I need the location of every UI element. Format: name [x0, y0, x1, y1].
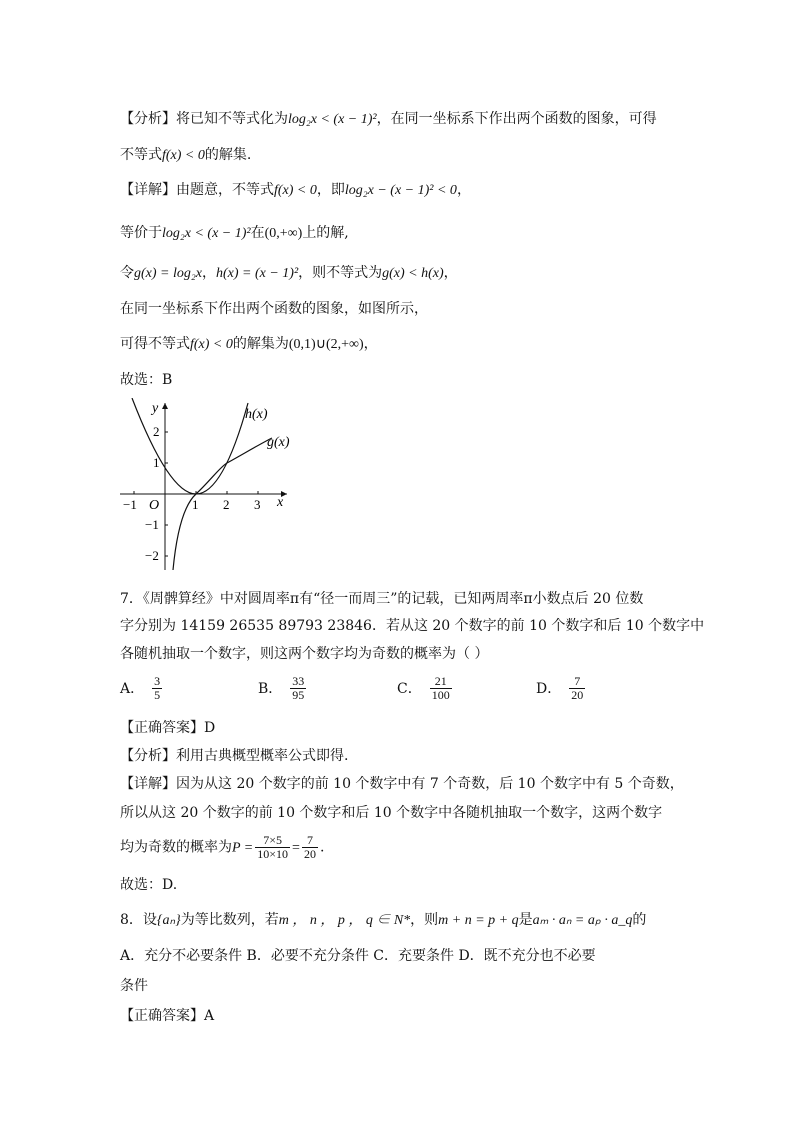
q7-stem-line3-text: 各随机抽取一个数字，则这两个数字均为奇数的概率为（ ） [120, 646, 489, 662]
q7-choose [120, 876, 177, 894]
q7-option-c-num: 21 [430, 675, 452, 689]
q7-option-b-label: B． [258, 680, 283, 697]
q6-let-inequality: g(x) < h(x) [382, 266, 444, 281]
q7-option-c-fraction [430, 675, 452, 702]
q8-options [120, 947, 596, 965]
q7-option-d-num: 7 [569, 675, 585, 689]
y-tick-label: 1 [153, 455, 160, 470]
q6-let-h: h(x) = (x − 1)² [215, 266, 299, 281]
q6-analysis-line2 [120, 146, 251, 165]
q6-let-end: ， [443, 265, 458, 281]
q8-options-wrap-text: 条件 [120, 978, 148, 994]
q7-option-d-den: 20 [571, 688, 584, 702]
g-curve-label: g(x) [267, 435, 290, 450]
q7-fraction-2-num: 7 [302, 834, 318, 848]
q7-detail3-lead: 均为奇数的概率为 [120, 839, 232, 856]
q7-option-a-label: A． [120, 680, 145, 697]
q6-solution-line [120, 335, 378, 354]
q8-vars: m ， n ， p ， q ∈ N* [278, 913, 411, 928]
x-tick-label: 3 [254, 497, 261, 512]
q8-conclusion: aₘ · aₙ = aₚ · a_q [532, 913, 633, 928]
q8-mid: 为等比数列，若 [180, 912, 279, 928]
q7-option-b-fraction [290, 675, 306, 702]
q6-equiv-inequality: log₂x < (x − 1)² [162, 226, 251, 241]
q6-analysis-line2a: 不等式 [120, 147, 162, 163]
q7-option-c [397, 675, 454, 702]
q8-options-wrap [120, 977, 148, 995]
q6-analysis-line2b: 的解集. [204, 147, 252, 163]
q7-stem-line3 [120, 645, 488, 663]
q7-option-d-fraction [569, 675, 585, 702]
q6-let-lead: 令 [120, 265, 134, 281]
q6-let-mid: ，则不等式为 [298, 265, 383, 281]
q7-equals: = [292, 840, 300, 856]
q8-mid2: ，则 [410, 912, 439, 928]
q7-stem-line1 [120, 590, 643, 608]
h-curve-label: h(x) [245, 407, 268, 422]
y-tick-label: −2 [145, 548, 159, 563]
q6-detail-lead: 【详解】由题意，不等式 [120, 182, 274, 198]
q6-graph-sentence-text: 在同一坐标系下作出两个函数的图象，如图所示， [120, 301, 428, 317]
q6-detail-end: ， [456, 182, 471, 198]
q8-answer-text: 【正确答案】A [120, 1008, 215, 1024]
q7-fraction-1-num: 7×5 [255, 834, 290, 848]
q8-options-text: A．充分不必要条件 B．必要不充分条件 C．充要条件 D．既不充分也不必要 [120, 948, 596, 964]
q7-detail-line2-text: 所以从这 20 个数字的前 10 个数字和后 10 个数字中各随机抽取一个数字，这两个数字 [120, 805, 663, 821]
q8-mid3: 是 [518, 912, 533, 928]
q7-option-d-label: D． [536, 680, 562, 697]
q7-analysis-text: 【分析】利用古典概型概率公式即得. [120, 748, 349, 764]
q7-fraction-1 [255, 834, 290, 861]
q7-stem-line1-text: 7．《周髀算经》中对圆周率π有“径一而周三”的记载，已知两周率π小数点后 20 位数 [120, 591, 644, 607]
q7-option-a-num: 3 [154, 674, 161, 688]
q6-detail-f: f(x) < 0 [274, 183, 317, 198]
q8-stem [120, 911, 646, 930]
q7-option-b-den: 95 [292, 688, 305, 702]
q7-stem-line2-text: 字分别为 14159 26535 89793 23846．若从这 20 个数字的前 10 个数字和后 10 个数字中 [120, 618, 705, 634]
q7-answer-text: 【正确答案】D [120, 720, 216, 736]
q6-choose [120, 371, 172, 389]
q6-let-line [120, 264, 458, 283]
q6-graph-sentence [120, 300, 428, 318]
q7-option-c-den: 100 [431, 688, 450, 702]
q8-sequence: {aₙ} [156, 913, 181, 928]
q6-equiv-mid: 在 [250, 225, 265, 241]
q7-analysis [120, 747, 348, 765]
q6-solution-lead: 可得不等式 [120, 336, 190, 352]
x-axis-label: x [277, 495, 284, 510]
x-tick-label: −1 [123, 497, 137, 512]
q6-detail-inequality: log₂x − (x − 1)² < 0 [344, 183, 457, 198]
q6-equiv-lead: 等价于 [120, 225, 162, 241]
origin-label: O [149, 498, 160, 513]
x-tick-label: 2 [223, 497, 230, 512]
q6-choose-text: 故选：B [120, 372, 173, 388]
q7-detail-line1 [120, 775, 684, 793]
q7-option-a-fraction [152, 675, 162, 702]
q7-fraction-2 [302, 834, 318, 861]
q7-option-b [258, 675, 308, 702]
q6-detail-line [120, 181, 471, 200]
q6-analysis-inequality: log₂x < (x − 1)² [288, 112, 377, 127]
q7-fraction-1-den: 10×10 [257, 847, 289, 861]
q6-solution-set: (0,1)∪(2,+∞) [288, 337, 364, 352]
q7-option-b-num: 33 [292, 674, 305, 688]
q7-detail3-end: . [319, 839, 325, 856]
q7-option-d [536, 675, 587, 702]
q7-option-a-den: 5 [154, 688, 161, 702]
x-tick-label: 1 [192, 497, 199, 512]
h-curve [132, 398, 248, 494]
y-tick-label: 2 [153, 424, 160, 439]
q7-choose-text: 故选：D. [120, 877, 178, 893]
q6-equiv-line [120, 224, 349, 243]
q6-equiv-end: 上的解, [302, 225, 349, 241]
q6-analysis-f: f(x) < 0 [162, 148, 205, 163]
q8-end: 的 [632, 912, 647, 928]
q7-stem-line2 [120, 617, 704, 635]
q7-fraction-2-den: 20 [303, 847, 316, 861]
q7-option-c-label: C． [397, 680, 422, 697]
q6-analysis-line1 [120, 110, 657, 129]
y-axis-label: y [152, 401, 159, 416]
q8-condition: m + n = p + q [438, 913, 519, 928]
q6-solution-f: f(x) < 0 [190, 337, 233, 352]
q7-detail-line3 [120, 834, 324, 861]
q8-lead: 8．设 [120, 912, 157, 928]
q6-let-g: g(x) = log₂x [134, 266, 202, 281]
q6-analysis-rest: ，在同一坐标系下作出两个函数的图象，可得 [376, 111, 657, 127]
q6-let-sep: ， [201, 265, 216, 281]
q6-solution-end: ， [363, 336, 378, 352]
q7-option-a [120, 675, 164, 702]
q7-answer [120, 719, 215, 737]
q6-analysis-lead: 【分析】将已知不等式化为 [120, 111, 288, 127]
q8-answer [120, 1007, 214, 1025]
y-tick-label: −1 [145, 517, 159, 532]
q7-p-equals: P = [232, 840, 254, 856]
q7-detail-line1-text: 【详解】因为从这 20 个数字的前 10 个数字中有 7 个奇数，后 10 个数字中有 5 个奇数， [120, 776, 684, 792]
q6-equiv-interval: (0,+∞) [264, 226, 303, 241]
function-graph [115, 398, 290, 573]
q6-solution-mid: 的解集为 [232, 336, 289, 352]
q7-detail-line2 [120, 804, 662, 822]
q6-detail-mid: ，即 [316, 182, 345, 198]
